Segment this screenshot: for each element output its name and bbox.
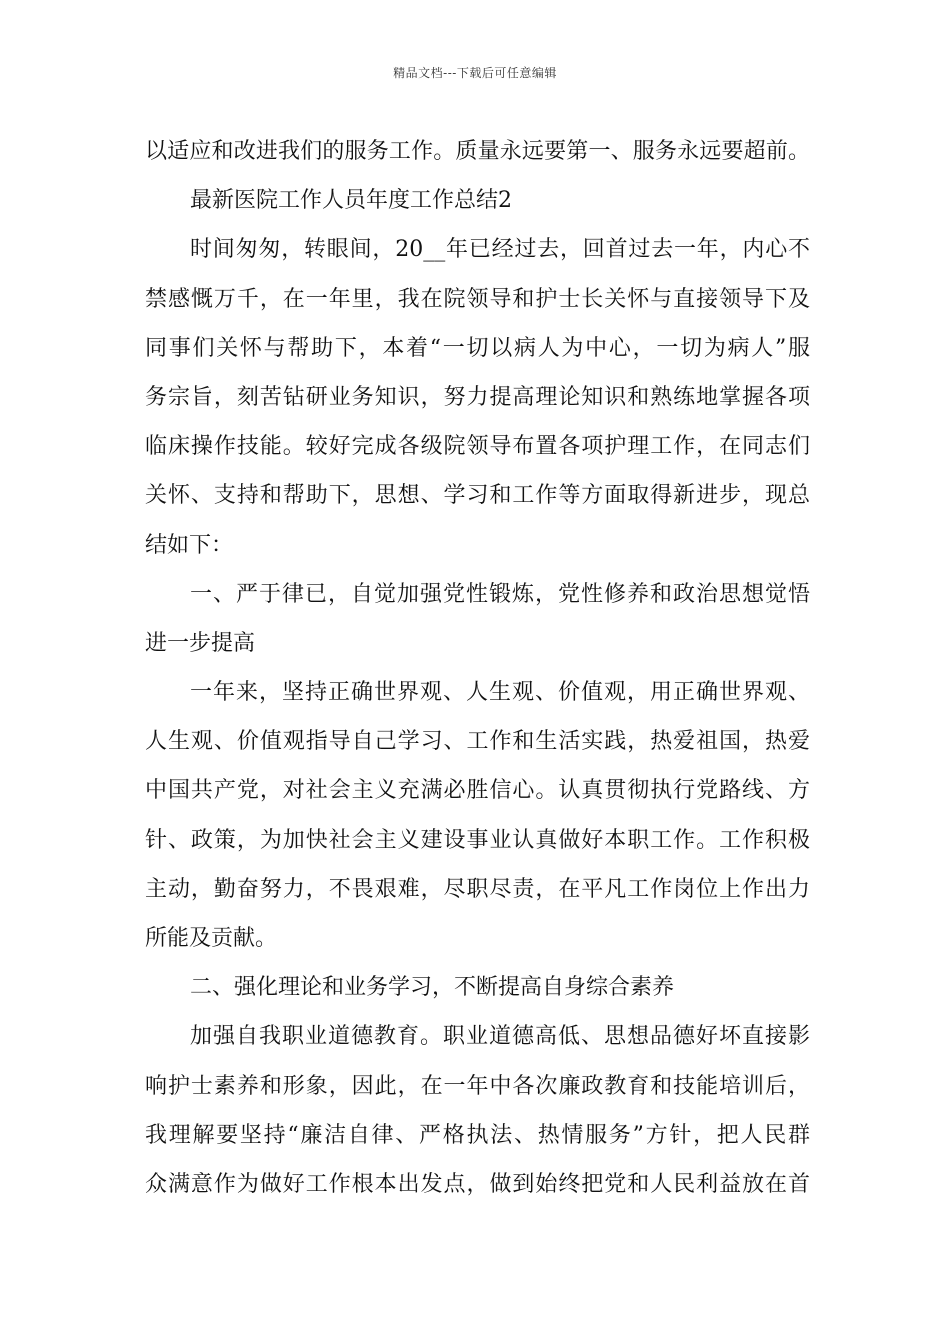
- page-header: 精品文档---下载后可任意编辑: [393, 66, 557, 80]
- paragraph-line: 一年来，坚持正确世界观、人生观、价值观，用正确世界观、: [190, 680, 810, 706]
- paragraph-line: 临床操作技能。较好完成各级院领导布置各项护理工作，在同志们: [145, 434, 810, 460]
- paragraph-line: 禁感慨万千，在一年里，我在院领导和护士长关怀与直接领导下及: [145, 286, 810, 312]
- section-heading-1: 一、严于律已，自觉加强党性锻炼，党性修养和政治思想觉悟: [190, 581, 810, 607]
- paragraph-line: 众满意作为做好工作根本出发点，做到始终把党和人民利益放在首: [145, 1171, 810, 1197]
- paragraph-line: 同事们关怀与帮助下，本着“一切以病人为中心，一切为病人”服: [145, 335, 810, 361]
- paragraph-line: 响护士素养和形象，因此，在一年中各次廉政教育和技能培训后，: [145, 1073, 810, 1099]
- paragraph-line: 结如下：: [145, 532, 234, 558]
- section-heading-1-cont: 进一步提高: [145, 630, 256, 656]
- document-body: [145, 127, 810, 1209]
- paragraph-line: 我理解要坚持“廉洁自律、严格执法、热情服务”方针，把人民群: [145, 1122, 810, 1148]
- section-title: 最新医院工作人员年度工作总结2: [190, 188, 512, 214]
- paragraph-line: 关怀、支持和帮助下，思想、学习和工作等方面取得新进步，现总: [145, 483, 810, 509]
- paragraph-line: 所能及贡献。: [145, 926, 278, 951]
- paragraph-line: 务宗旨，刻苦钻研业务知识，努力提高理论知识和熟练地掌握各项: [145, 384, 810, 410]
- paragraph-line: 针、政策，为加快社会主义建设事业认真做好本职工作。工作积极: [145, 827, 810, 853]
- section-heading-2: 二、强化理论和业务学习，不断提高自身综合素养: [190, 975, 675, 1001]
- paragraph-line: 以适应和改进我们的服务工作。质量永远要第一、服务永远要超前。: [145, 139, 810, 164]
- paragraph-line: 中国共产党，对社会主义充满必胜信心。认真贯彻执行党路线、方: [145, 778, 810, 804]
- paragraph-line: 人生观、价值观指导自己学习、工作和生活实践，热爱祖国，热爱: [145, 729, 810, 755]
- paragraph-line: 主动，勤奋努力，不畏艰难，尽职尽责，在平凡工作岗位上作出力: [145, 876, 810, 902]
- paragraph-line: 时间匆匆，转眼间，20__年已经过去，回首过去一年，内心不: [190, 237, 810, 263]
- paragraph-line: 加强自我职业道德教育。职业道德高低、思想品德好坏直接影: [190, 1024, 810, 1050]
